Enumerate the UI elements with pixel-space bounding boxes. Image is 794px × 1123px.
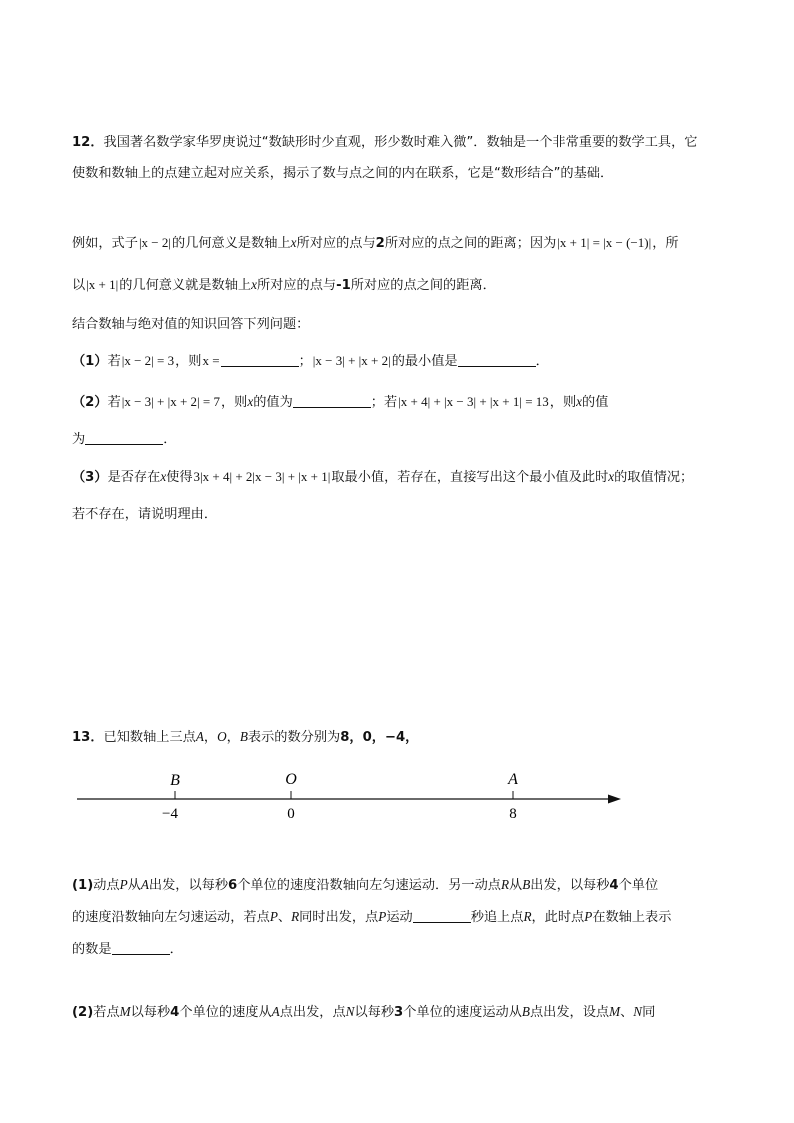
text: ，此时点 <box>531 910 585 925</box>
point-label-B: B <box>170 772 180 789</box>
point-name: B <box>239 729 248 744</box>
text: 若点 <box>93 1005 120 1020</box>
text: 个单位的速度沿数轴向左匀速运动．另一动点 <box>237 878 501 893</box>
q13-number: 13． <box>72 730 104 745</box>
q13-intro <box>72 730 418 744</box>
axis-arrow <box>608 795 621 804</box>
q12-example-line-2 <box>72 278 496 292</box>
text: 的取值情况； <box>614 470 694 485</box>
sub-label: (2) <box>72 1005 94 1020</box>
text: 同时出发，点 <box>299 910 379 925</box>
point-name: A <box>195 729 204 744</box>
math-var: x <box>290 235 297 250</box>
text: ． <box>163 432 177 447</box>
part-label: （1） <box>72 354 108 369</box>
math-var: B <box>522 877 531 892</box>
number: 6 <box>228 878 238 893</box>
q12-lead <box>72 318 309 331</box>
math-var: M <box>609 1004 621 1019</box>
text: 、 <box>277 910 292 925</box>
text: 从 <box>509 878 523 893</box>
q12-number: 12． <box>72 135 104 150</box>
part-label: （2） <box>72 395 108 410</box>
q12-part-2 <box>72 395 608 409</box>
text: 所对应的点之间的距离． <box>350 278 496 293</box>
math-expr: |x − 2| = 3 <box>121 353 175 368</box>
answer-blank[interactable] <box>293 395 371 408</box>
numbers: 8，0，−4， <box>340 730 419 745</box>
math-expr: x = <box>202 353 220 368</box>
text: 点出发，点 <box>279 1005 346 1020</box>
text: ，则 <box>221 395 248 410</box>
point-label-A: A <box>508 771 518 788</box>
text: ，则 <box>175 354 202 369</box>
text: ， <box>226 730 240 745</box>
text: 若 <box>107 395 121 410</box>
text: ， <box>203 730 218 745</box>
text: 动点 <box>93 878 120 893</box>
text: 的最小值是 <box>391 354 458 369</box>
tick-label-A: 8 <box>509 806 517 822</box>
text: 点出发，设点 <box>529 1005 610 1020</box>
math-expr: |x − 2| <box>138 235 171 250</box>
math-var: A <box>140 877 149 892</box>
text: ． <box>169 942 183 957</box>
text: 秒追上点 <box>470 910 524 925</box>
math-expr: |x + 1| <box>86 277 119 292</box>
math-expr: |x + 1| = |x − (−1)| <box>557 235 652 250</box>
text: 运动 <box>386 910 413 925</box>
text: 从 <box>127 878 141 893</box>
text: 、 <box>620 1005 634 1020</box>
q13-sub2-line-1 <box>72 1005 655 1019</box>
math-var: x <box>576 394 583 409</box>
math-expr: |x + 4| + |x − 3| + |x + 1| = 13 <box>398 394 549 409</box>
q12-text-2: 使数和数轴上的点建立起对应关系，揭示了数与点之间的内在联系，它是“数形结合”的基础． <box>72 166 614 181</box>
sub-label: (1) <box>72 878 94 893</box>
math-var: R <box>523 909 532 924</box>
q12-part-3 <box>72 470 693 484</box>
text: 的值 <box>582 395 609 410</box>
math-var: A <box>271 1004 280 1019</box>
q12-text-1: 我国著名数学家华罗庚说过“数缺形时少直观，形少数时难入微”．数轴是一个非常重要的数学工具，它 <box>103 135 698 150</box>
answer-blank[interactable] <box>221 354 299 367</box>
text: 在数轴上表示 <box>592 910 672 925</box>
q12-part-2-cont <box>72 432 176 446</box>
math-expr: |x − 3| + |x + 2| = 7 <box>121 394 220 409</box>
q12-example-line-1 <box>72 236 679 250</box>
number: 2 <box>375 236 385 251</box>
text: ，所 <box>652 236 679 251</box>
text: 的值为 <box>253 395 293 410</box>
text: 表示的数分别为 <box>247 730 341 745</box>
q13-sub1-line-3 <box>72 942 183 956</box>
text: 例如，式子 <box>72 236 138 251</box>
number: 3 <box>394 1005 404 1020</box>
tick-label-B: −4 <box>162 806 178 822</box>
q12-line-1 <box>72 136 697 149</box>
math-var: x <box>247 394 254 409</box>
math-var: N <box>633 1004 643 1019</box>
text: 以 <box>72 278 86 293</box>
math-var: P <box>378 909 387 924</box>
math-var: N <box>345 1004 355 1019</box>
text: 出发，以每秒 <box>530 878 610 893</box>
q13-sub1-line-2 <box>72 910 671 924</box>
point-label-O: O <box>285 771 297 788</box>
tick-label-O: 0 <box>287 806 295 822</box>
point-name: O <box>217 729 227 744</box>
q12-part-1 <box>72 354 549 368</box>
number: -1 <box>336 278 351 293</box>
text: 以每秒 <box>130 1005 171 1020</box>
text: 同 <box>642 1005 656 1020</box>
text: 为 <box>72 432 86 447</box>
q13-sub1-line-1 <box>72 878 658 892</box>
text: 所对应的点之间的距离；因为 <box>384 236 557 251</box>
number: 4 <box>609 878 619 893</box>
text: 的速度沿数轴向左匀速运动，若点 <box>72 910 270 925</box>
math-var: P <box>269 909 278 924</box>
text: 的几何意义是数轴上 <box>171 236 291 251</box>
math-var: x <box>608 469 615 484</box>
q12-line-2 <box>72 167 613 180</box>
text: 结合数轴与绝对值的知识回答下列问题： <box>72 317 310 332</box>
text: 取最小值，若存在，直接写出这个最小值及此时 <box>331 470 609 485</box>
answer-blank[interactable] <box>413 910 471 923</box>
text: 若不存在，请说明理由． <box>72 507 218 522</box>
math-var: P <box>584 909 593 924</box>
text: ； <box>298 354 312 369</box>
text: ． <box>535 354 549 369</box>
text: 使得 <box>166 470 193 485</box>
q12-part-3-cont <box>72 508 217 521</box>
text: 的几何意义就是数轴上 <box>119 278 252 293</box>
text: 所对应的点与 <box>296 236 376 251</box>
answer-blank[interactable] <box>85 432 163 445</box>
math-var: R <box>291 909 300 924</box>
text: 所对应的点与 <box>256 278 337 293</box>
text: 个单位 <box>618 878 659 893</box>
text: 个单位的速度从 <box>179 1005 272 1020</box>
math-expr: 3|x + 4| + 2|x − 3| + |x + 1| <box>193 469 331 484</box>
text: 个单位的速度运动从 <box>403 1005 522 1020</box>
number-line <box>0 760 794 830</box>
number: 4 <box>170 1005 180 1020</box>
math-var: x <box>160 469 167 484</box>
math-var: M <box>119 1004 131 1019</box>
text: 若 <box>107 354 121 369</box>
part-label: （3） <box>72 470 108 485</box>
math-var: B <box>521 1004 530 1019</box>
math-expr: |x − 3| + |x + 2| <box>312 353 391 368</box>
text: 出发，以每秒 <box>148 878 229 893</box>
answer-blank[interactable] <box>112 942 170 955</box>
text: 的数是 <box>72 942 112 957</box>
math-var: P <box>119 877 128 892</box>
text: ；若 <box>370 395 398 410</box>
text: 以每秒 <box>354 1005 395 1020</box>
math-var: R <box>500 877 510 892</box>
text: 是否存在 <box>107 470 161 485</box>
math-var: x <box>251 277 257 292</box>
answer-blank[interactable] <box>458 354 536 367</box>
text: 已知数轴上三点 <box>103 730 196 745</box>
text: ，则 <box>549 395 577 410</box>
